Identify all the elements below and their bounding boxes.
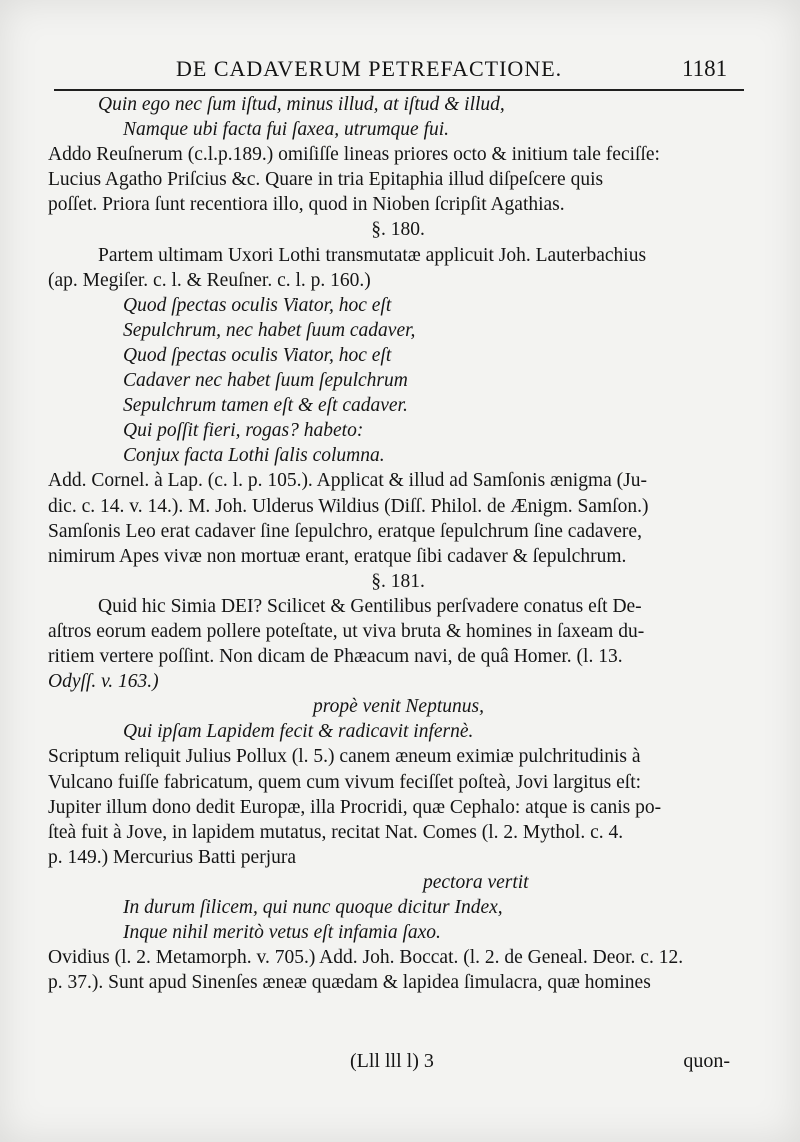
footer (350, 1050, 730, 1076)
text-line: poſſet. Priora ſunt recentiora illo, quod in Nioben ſcripſit Agathias. (48, 194, 565, 216)
signature-mark: (Lll lll l) 3 (350, 1050, 434, 1072)
text-line: Samſonis Leo erat cadaver ſine ſepulchro, eratque ſepulchrum ſine cadavere, (48, 520, 642, 542)
page-number: 1181 (682, 56, 728, 81)
text-line: Odyſſ. v. 163.) (48, 671, 159, 693)
page-header (54, 56, 744, 88)
text-line: Quin ego nec ſum iſtud, minus illud, at iſtud & illud, (98, 94, 505, 115)
text-line: p. 37.). Sunt apud Sinenſes æneæ quædam & lapidea ſimulacra, quæ homines (48, 972, 651, 994)
text-line: dic. c. 14. v. 14.). M. Joh. Ulderus Wildius (Diſſ. Philol. de Ænigm. Samſon.) (48, 495, 649, 517)
text-line: In durum ſilicem, qui nunc quoque dicitur Index, (123, 897, 503, 918)
text-line: (ap. Megiſer. c. l. & Reuſner. c. l. p. 160.) (48, 269, 371, 291)
text-line: Sepulchrum, nec habet ſuum cadaver, (123, 319, 416, 341)
text-line: propè venit Neptunus, (313, 696, 484, 718)
text-line: Jupiter illum dono dedit Europæ, illa Procridi, quæ Cephalo: atque is canis po- (48, 796, 662, 818)
text-line: nimirum Apes vivæ non mortuæ erant, eratque ſibi cadaver & ſepulchrum. (48, 545, 627, 567)
text-line: Add. Cornel. à Lap. (c. l. p. 105.). Applicat & illud ad Samſonis ænigma (Ju- (48, 470, 647, 492)
text-line: p. 149.) Mercurius Batti perjura (48, 846, 297, 868)
text-line: Partem ultimam Uxori Lothi transmutatæ applicuit Joh. Lauterbachius (98, 244, 647, 266)
text-line: aſtros eorum eadem pollere poteſtate, ut viva bruta & homines in ſaxeam du- (48, 620, 645, 642)
text-line: Conjux facta Lothi ſalis columna. (123, 445, 385, 467)
header-rule (54, 89, 744, 91)
text-line: Scriptum reliquit Julius Pollux (l. 5.) canem æneum eximiæ pulchritudinis à (48, 746, 641, 768)
text-line: Quod ſpectas oculis Viator, hoc eſt (123, 344, 392, 366)
text-line: Qui ipſam Lapidem fecit & radicavit infernè. (123, 721, 474, 743)
running-head: DE CADAVERUM PETREFACTIONE. (176, 56, 563, 81)
text-line: Qui poſſit fieri, rogas? habeto: (123, 420, 364, 442)
text-line: Addo Reuſnerum (c.l.p.189.) omiſiſſe lineas priores octo & initium tale feciſſe: (48, 144, 660, 166)
text-line: Namque ubi facta fui ſaxea, utrumque fui. (123, 119, 450, 141)
text-line: Sepulchrum tamen eſt & eſt cadaver. (123, 395, 408, 417)
catchword: quon- (683, 1050, 730, 1072)
text-line: Lucius Agatho Priſcius &c. Quare in tria Epitaphia illud diſpeſcere quis (48, 169, 604, 191)
text-line: Quod ſpectas oculis Viator, hoc eſt (123, 294, 392, 316)
text-line: Ovidius (l. 2. Metamorph. v. 705.) Add. Joh. Boccat. (l. 2. de Geneal. Deor. c. 12. (48, 947, 684, 969)
section-heading: §. 181. (371, 570, 425, 592)
text-line: Cadaver nec habet ſuum ſepulchrum (123, 370, 408, 392)
text-line: ritiem vertere poſſint. Non dicam de Phæacum navi, de quâ Homer. (l. 13. (48, 646, 623, 668)
text-line: pectora vertit (423, 871, 529, 893)
section-heading: §. 180. (371, 219, 425, 241)
text-line: Inque nihil meritò vetus eſt infamia ſaxo. (123, 922, 441, 944)
body-text (48, 92, 748, 995)
text-line: Quid hic Simia DEI? Scilicet & Gentilibus perſvadere conatus eſt De- (98, 595, 642, 617)
text-line: Vulcano fuiſſe fabricatum, quem cum vivum feciſſet poſteà, Jovi largitus eſt: (48, 771, 642, 793)
text-line: ſteà fuit à Jove, in lapidem mutatus, recitat Nat. Comes (l. 2. Mythol. c. 4. (48, 821, 624, 843)
